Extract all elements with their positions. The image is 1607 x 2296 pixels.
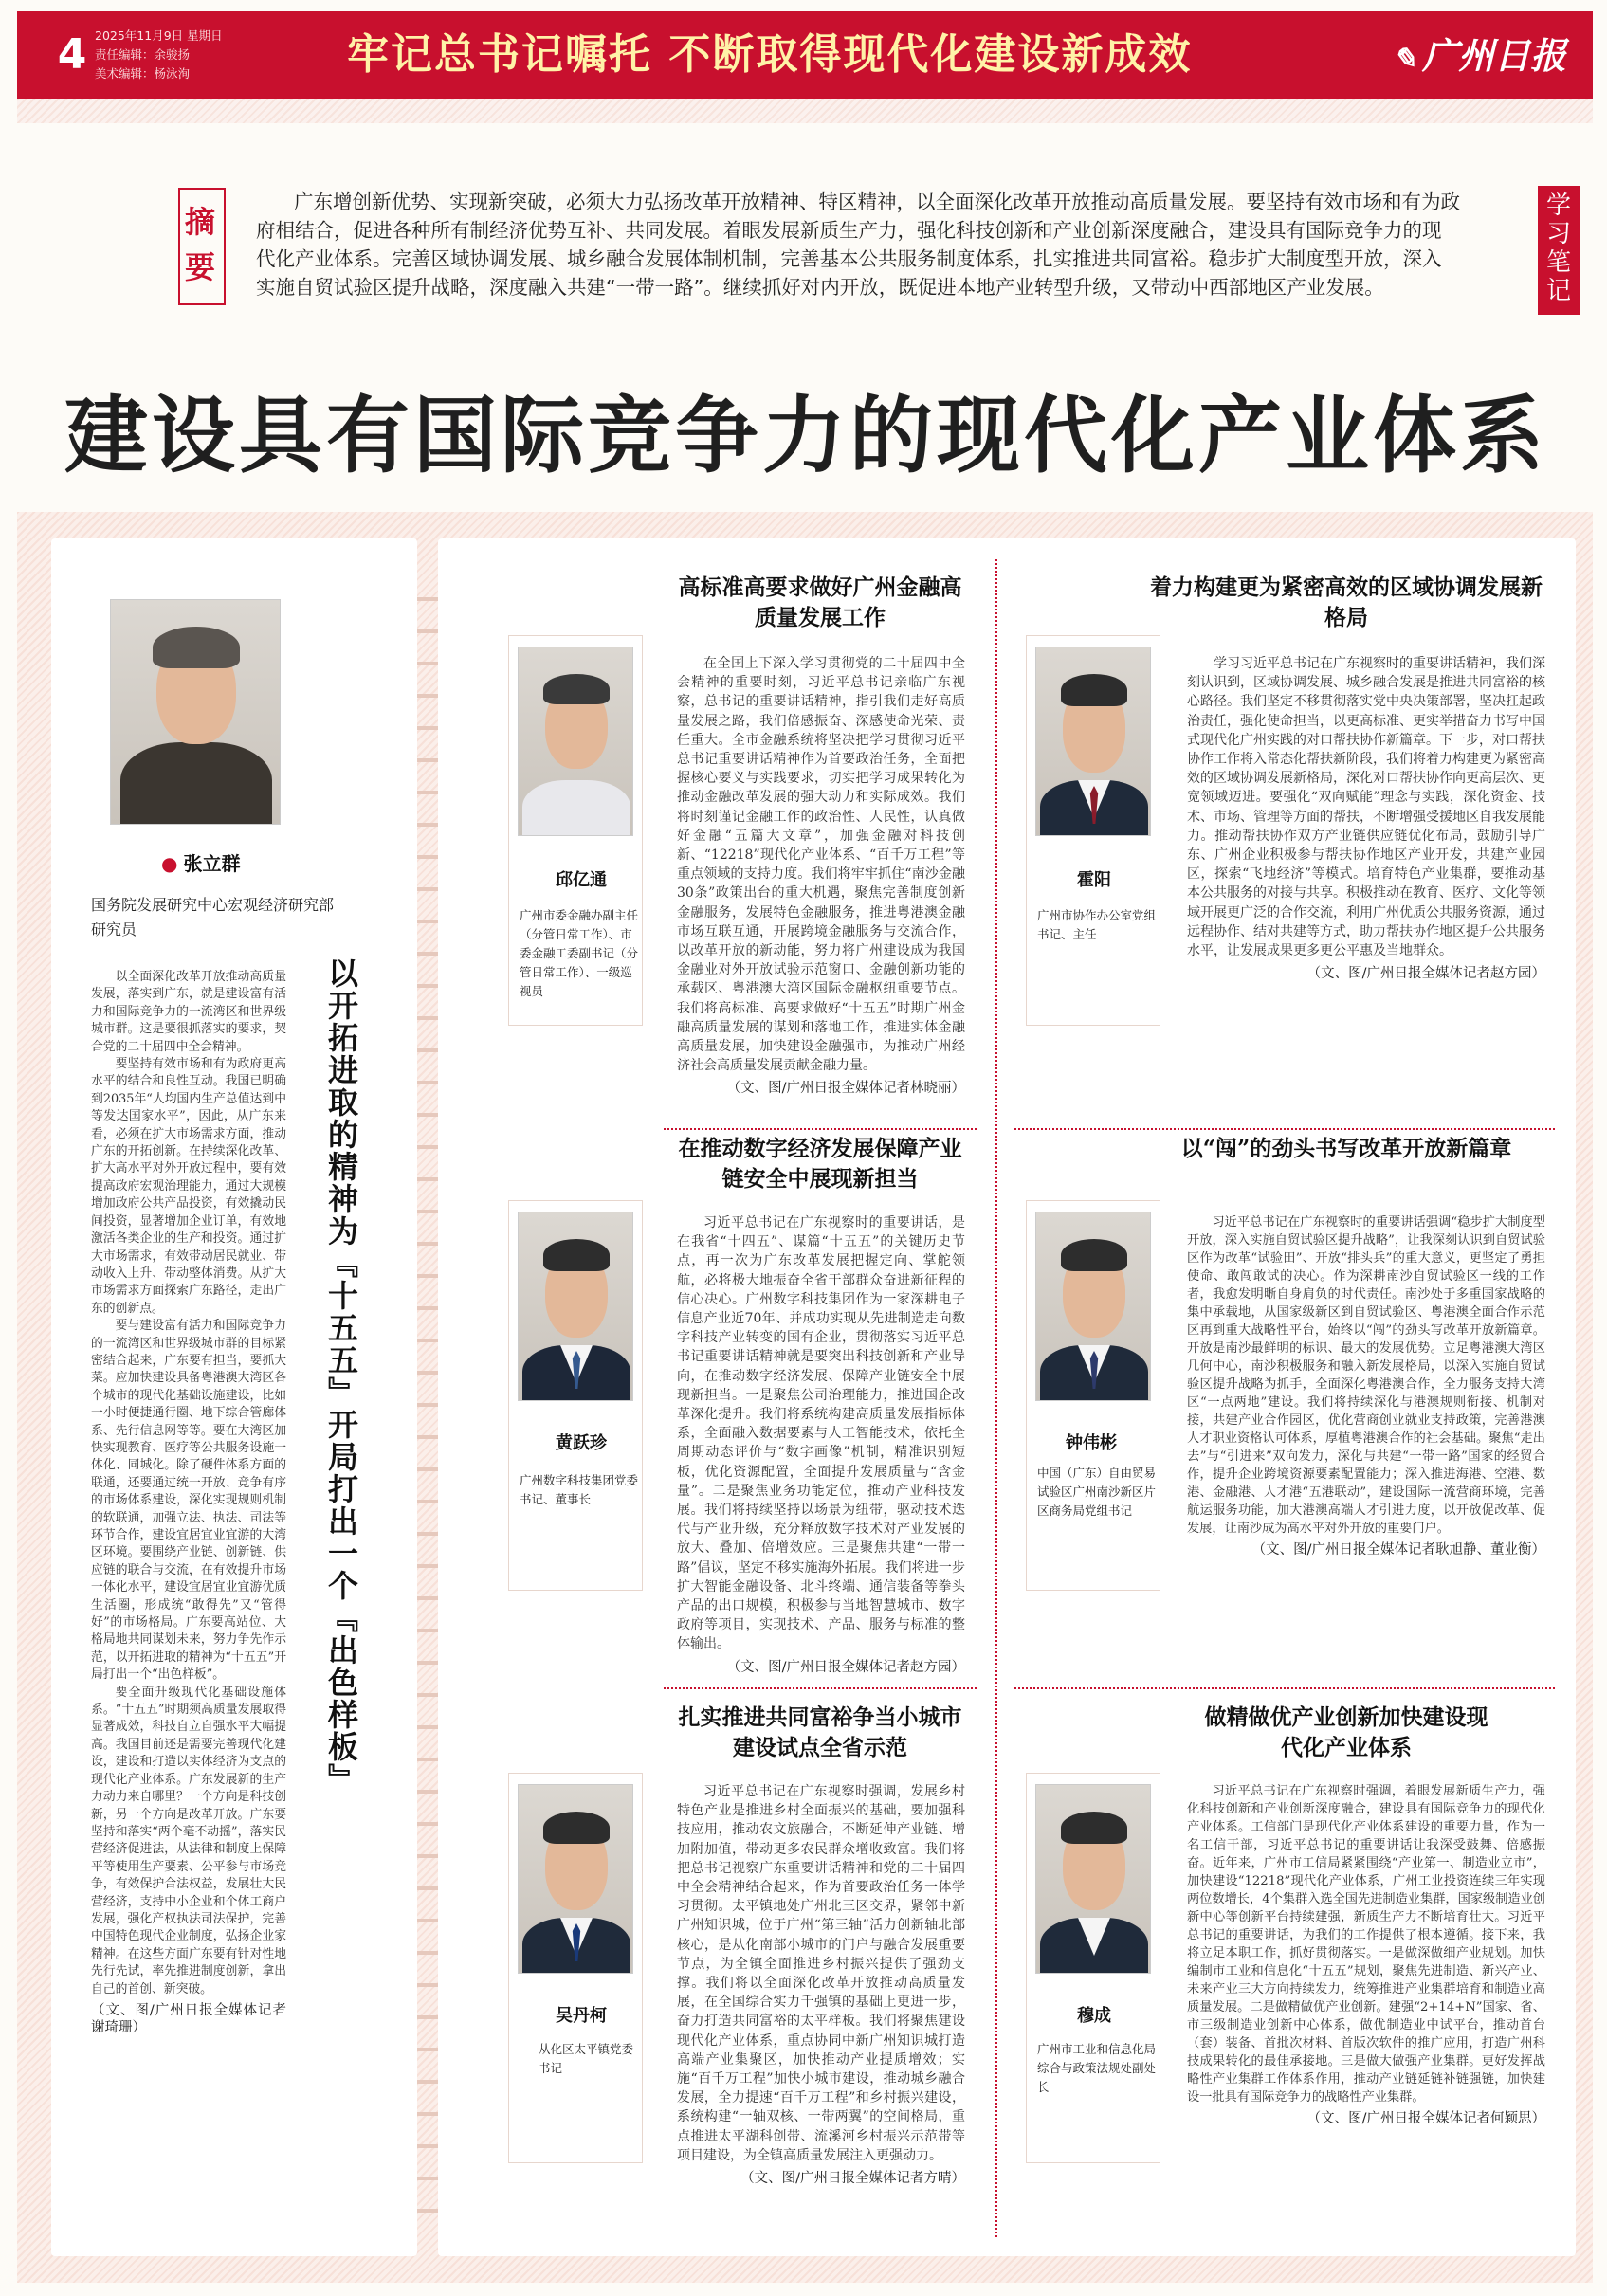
bullet-icon: ● <box>161 852 178 875</box>
paragraph: 习近平总书记在广东视察时强调，着眼发展新质生产力，强化科技创新和产业创新深度融合，建设具有国际竞争力的现代化产业体系。工信部门是现代化产业体系建设的重要力量，作为一名工信干部，习近平总书记的重要讲话让我深受鼓舞、倍感振奋。近年来，广州市工信局紧紧围绕“产业第一、制造业立市”，加快建设“12218”现代化产业体系，广州工业投资连续三年实现两位数增长，4个集群入选全国先进制造业集群，国家级制造业创新中心等创新平台持续建强，新质生产力不断培育壮大。习近平总书记的重要讲话，为我们的工作提供了根本遵循。接下来，我将立足本职工作，抓好贯彻落实。一是做深做细产业规划。加快编制市工业和信息化“十五五”规划，聚焦先进制造、新兴产业、未来产业三大方向持续发力，统筹推进产业集群培育和制造业高质量发展。二是做精做优产业创新。建强“2+14+N”国家、省、市三级制造业创新中心体系，做优制造业中试平台，推动首台（套）装备、首批次材料、首版次软件的推广应用，打造广州科技成果转化的最佳承接地。三是做大做强产业集群。更好发挥战略性产业集群工作体系作用，推动产业链延链补链强链，加快建设一批具有国际竞争力的战略性产业集群。 <box>1187 1784 1545 2105</box>
article-credit: （文、图/广州日报全媒体记者林晓丽） <box>726 1081 965 1097</box>
article-credit: （文、图/广州日报全媒体记者赵方园） <box>726 1659 965 1675</box>
lead-author-name-text: 张立群 <box>183 852 241 875</box>
profile-name: 邱亿通 <box>556 870 607 890</box>
article-body <box>677 1782 965 2256</box>
logo-swirl-icon: ✎ <box>1392 43 1416 76</box>
profile-role: 中国（广东）自由贸易试验区广州南沙新区片区商务局党组书记 <box>1037 1466 1157 1518</box>
article-body <box>677 1213 965 1678</box>
lead-author-title: 国务院发展研究中心宏观经济研究部研究员 <box>91 896 335 938</box>
profile-role: 广州市工业和信息化局综合与政策法规处副处长 <box>1037 2042 1157 2094</box>
article-title: 扎实推进共同富裕争当小城市建设试点全省示范 <box>678 1704 962 1760</box>
author-portrait <box>110 599 281 825</box>
lead-author-name <box>161 848 240 876</box>
paragraph: 学习习近平总书记在广东视察时的重要讲话精神，我们深刻认识到，区域协调发展、城乡融合发展是推进共同富裕的核心路径。我们坚定不移贯彻落实党中央决策部署，坚决扛起政治责任，强化使命担当，以更高标准、更实举措奋力书写中国式现代化广州实践的对口帮扶协作新篇章。下一步，对口帮扶协作工作将入常态化帮扶新阶段，我们将着力构建更为紧密高效的区域协调发展新格局，深化对口帮扶协作向更高层次、更宽领域迈进。要强化“双向赋能”理念与实践，深化资金、技术、市场、管理等方面的帮扶，不断增强受援地区自我发展能力。推动帮扶协作双方产业链供应链优化布局，鼓励引导广东、广州企业积极参与帮扶协作地区产业开发，共建产业园区，探索“飞地经济”等模式。培育特色产业集群，要推动基本公共服务的对接与共享。积极推动在教育、医疗、文化等领域开展更广泛的合作交流，利用广州优质公共服务资源，通过远程协作、结对共建等方式，助力帮扶协作地区提升公共服务水平，让发展成果更多更公平惠及当地群众。 <box>1187 656 1545 959</box>
abstract-tag: 摘要 <box>178 188 226 305</box>
article-credit: （文、图/广州日报全媒体记者何颖思） <box>1306 2111 1545 2126</box>
profile-name: 穆成 <box>1077 2006 1111 2026</box>
paragraph: 以全面深化改革开放推动高质量发展，落实到广东，就是建设富有活力和国际竞争力的一流湾区和世界级城市群。这是要很抓落实的要求，契合党的二十届四中全会精神。 <box>91 970 286 1054</box>
article-body <box>1187 654 1545 1109</box>
paragraph: 在全国上下深入学习贯彻党的二十届四中全会精神的重要时刻，习近平总书记亲临广东视察，总书记的重要讲话精神，指引我们走好高质量发展之路，我们倍感振奋、深感使命光荣、责任重大。全市金融系统将坚决把学习贯彻习近平总书记重要讲话精神作为首要政治任务，全面把握核心要义与实践要求，切实把学习成果转化为推动金融改革发展的强大动力和实际成效。我们将时刻谨记金融工作的政治性、人民性，认真做好金融“五篇大文章”，加强金融对科技创新、“12218”现代化产业体系、“百千万工程”等重点领域的支持力度。我们将牢牢抓住“南沙金融30条”政策出台的重大机遇，聚焦完善制度创新金融服务，发展特色金融服务，推进粤港澳金融市场互联互通，开展跨境金融服务与交流合作，以改革开放的新动能，努力将广州建设成为我国金融业对外开放试验示范窗口、金融创新功能的承载区、粤港澳大湾区国际金融枢纽重要节点。我们将高标准、高要求做好“十五五”时期广州金融高质量发展的谋划和落地工作，推进实体金融高质量发展，加快建设金融强市，为推动广州经济社会高质量发展贡献金融力量。 <box>677 656 965 1074</box>
article-title: 做精做优产业创新加快建设现代化产业体系 <box>1204 1704 1488 1760</box>
article-title: 以“闯”的劲头书写改革开放新篇章 <box>1180 1136 1512 1161</box>
decorative-band <box>17 99 1593 123</box>
section-separator <box>1014 1128 1555 1130</box>
profile-role: 广州市委金融办副主任（分管日常工作）、市委金融工委副书记（分管日常工作）、一级巡视员 <box>520 908 639 998</box>
section-separator <box>664 1687 977 1689</box>
lead-article-title: 以开拓进取的精神为『十五五』开局打出一个『出色样板』 <box>323 957 359 1795</box>
article-body <box>677 654 965 1109</box>
paragraph: 要与建设富有活力和国际竞争力的一流湾区和世界级城市群的目标紧密结合起来，广东要有担当，要抓大菜。应加快建设具备粤港澳大湾区各个城市的现代化基础设施建设，比如一小时便捷通行圈、地下综合管廊体系、先行信息网等等。要在大湾区加快实现教育、医疗等公共服务设施一体化、同城化。除了硬件体系方面的联通，还要通过统一开放、竞争有序的市场体系建设，深化实现规则机制的软联通，加强立法、执法、司法等环节合作，建设宜居宜业宜游的大湾区环境。要围绕产业链、创新链、供应链的联合与交流，在有效提升市场一体化水平，建设宜居宜业宜游优质生活圈，形成统“敢得先”又“管得好”的市场格局。广东要高站位、大格局地共同谋划未来，努力争先作示范，以开拓进取的精神为“十五五”开局打出一个“出色样板”。 <box>91 1319 286 1683</box>
profile-photo <box>1035 1784 1151 1974</box>
page-number: 4 <box>57 30 87 79</box>
section-separator <box>664 1128 977 1130</box>
notebook-spine <box>417 569 438 2237</box>
article-body <box>1187 1213 1545 1678</box>
article-credit: （文、图/广州日报全媒体记者方晴） <box>740 2171 965 2187</box>
profile-photo <box>518 647 633 836</box>
profile-name: 钟伟彬 <box>1066 1433 1117 1453</box>
profile-photo <box>518 1784 633 1974</box>
paragraph: 习近平总书记在广东视察时强调，发展乡村特色产业是推进乡村全面振兴的基础，要加强科技应用，推动农文旅融合，不断延伸产业链、增加附加值，带动更多农民群众增收致富。我们将把总书记视察广东重要讲话精神和党的二十届四中全会精神结合起来，作为首要政治任务一体学习贯彻。太平镇地处广州北三区交界，紧邻中新广州知识城，位于广州“第三轴”活力创新轴北部核心，是从化南部小城市的门户与融合发展重要节点，为全镇全面推进乡村振兴提供了强劲支撑。我们将以全面深化改革开放推动高质量发展，在全国综合实力千强镇的基础上更进一步，奋力打造共同富裕的太平样板。我们将聚焦建设现代化产业体系，重点协同中新广州知识城打造高端产业集聚区，加快推动产业提质增效；实施“百千万工程”加快小城市建设，推动城乡融合发展，全力提速“百千万工程”和乡村振兴建设，系统构建“一轴双核、一带两翼”的空间格局，重点推进太平湖科创带、流溪河乡村振兴示范带等项目建设，为全镇高质量发展注入更强动力。 <box>677 1784 965 2163</box>
article-credit: （文、图/广州日报全媒体记者赵方园） <box>1306 966 1545 982</box>
responsible-editor: 责任编辑：余骏扬 <box>95 47 191 62</box>
paragraph: 要全面升级现代化基础设施体系。“十五五”时期须高质量发展取得显著成效，科技自立自强水平大幅提高。我国目前还是需要完善现代化建设，建设和打造以实体经济为支点的现代化产业体系。广东发展新的生产力动力来自哪里？一个方向是科技创新，另一个方向是改革开放。广东要坚持和落实“两个毫不动摇”，落实民营经济促进法，从法律和制度上保障平等使用生产要素、公平参与市场竞争，有效保护合法权益，发展壮大民营经济，支持中小企业和个体工商户发展，强化产权执法司法保护，完善中国特色现代企业制度，弘扬企业家精神。在这些方面广东要有针对性地先行先试，率先推进制度创新，拿出自己的首创、新突破。 <box>91 1685 286 1996</box>
profile-name: 黄跃珍 <box>556 1433 607 1453</box>
study-notes-tag: 学习笔记 <box>1538 186 1580 315</box>
lead-article-body <box>91 969 286 2249</box>
profile-name: 霍阳 <box>1077 870 1111 890</box>
profile-role: 广州数字科技集团党委书记、董事长 <box>520 1473 639 1506</box>
abstract-text: 广东增创新优势、实现新突破，必须大力弘扬改革开放精神、特区精神，以全面深化改革开放推动高质量发展。要坚持有效市场和有为政府相结合，促进各种所有制经济优势互补、共同发展。着眼发展新质生产力，强化科技创新和产业创新深度融合，建设具有国际竞争力的现代化产业体系。完善区域协调发展、城乡融合发展体制机制，完善基本公共服务制度体系，扎实推进共同富裕。稳步扩大制度型开放，深入实施自贸试验区提升战略，深度融入共建“一带一路”。继续抓好对内开放，既促进本地产业转型升级，又带动中西部地区产业发展。 <box>256 191 1460 299</box>
article-credit: （文、图/广州日报全媒体记者谢琦珊） <box>91 2002 286 2036</box>
article-body <box>1187 1782 1545 2256</box>
logo-text: 广州日报 <box>1421 34 1566 77</box>
paragraph: 习近平总书记在广东视察时的重要讲话强调“稳步扩大制度型开放，深入实施自贸试验区提升战略”，让我深刻认识到自贸试验区作为改革“试验田”、开放“排头兵”的重大意义，更坚定了勇担使命、敢闯敢试的决心。作为深耕南沙自贸试验区一线的工作者，我愈发明晰自身肩负的时代责任。南沙处于多重国家战略的集中承载地，从国家级新区到自贸试验区、粤港澳全面合作示范区再到重大战略性平台，始终以“闯”的劲头写改革开放新篇章。开放是南沙最鲜明的标识、最大的发展优势。立足粤港澳大湾区几何中心，南沙积极服务和融入新发展格局，以深入实施自贸试验区提升战略为抓手，全面深化粤港澳合作，全力服务支持大湾区“一点两地”建设。我们将持续深化与港澳规则衔接、机制对接，共建产业合作园区，优化营商创业就业支持政策，完善港澳人才职业资格认可体系，厚植粤港澳合作的社会基础。聚焦“走出去”与“引进来”双向发力，深化与共建“一带一路”国家的经贸合作，提升企业跨境资源要素配置能力；深入推进海港、空港、数港、金融港、人才港“五港联动”，建设国际一流营商环境，完善航运服务功能，加大港澳高端人才引进力度，以开放促改革、促发展，让南沙成为高水平对外开放的重要门户。 <box>1187 1215 1545 1536</box>
page-headline: 牢记总书记嘱托 不断取得现代化建设新成效 <box>347 30 1193 79</box>
issue-date: 2025年11月9日 星期日 <box>95 28 223 43</box>
profile-photo <box>1035 1212 1151 1401</box>
article-credit: （文、图/广州日报全媒体记者耿旭静、董业衡） <box>1251 1542 1545 1558</box>
article-title: 在推动数字经济发展保障产业链安全中展现新担当 <box>678 1136 962 1192</box>
issue-info <box>95 27 223 83</box>
article-title: 着力构建更为紧密高效的区域协调发展新格局 <box>1150 574 1543 630</box>
paragraph: 要坚持有效市场和有为政府更高水平的结合和良性互动。我国已明确到2035年“人均国内生产总值达到中等发达国家水平”，因此，从广东来看，必须在扩大市场需求方面，推动广东的开拓创新。在持续深化改革、扩大高水平对外开放过程中，要有效提高政府宏观治理能力，通过大规模增加政府公共产品投资，有效撬动民间投资，显著增加企业订单，有效地激活各类企业的生产和投资。通过扩大市场需求，有效带动居民就业、带动收入上升、带动整体消费。从扩大市场需求方面探索广东路径，走出广东的创新点。 <box>91 1057 286 1316</box>
profile-role: 从化区太平镇党委书记 <box>539 2042 634 2075</box>
art-editor: 美术编辑：杨泳洵 <box>95 66 191 81</box>
article-title: 高标准高要求做好广州金融高质量发展工作 <box>678 574 962 630</box>
paragraph: 习近平总书记在广东视察时的重要讲话，是在我省“十四五”、谋篇“十五五”的关键历史节点，再一次为广东改革发展把握定向、掌舵领航，必将极大地振奋全省干部群众奋进新征程的信心决心。广州数字科技集团作为一家深耕电子信息产业近70年、并成功实现从先进制造走向数字科技产业转变的国有企业，贯彻落实习近平总书记重要讲话精神就是要突出科技创新和产业导向，在推动数字经济发展、保障产业链安全中展现新担当。一是聚焦公司治理能力，推进国企改革深化提升。我们将系统构建高质量发展指标体系，全面融入数据要素与人工智能技术，依托全周期动态评价与“数字画像”机制，精准识别短板，优化资源配置，全面提升发展质量与“含金量”。二是聚焦业务功能定位，推动产业科技发展。我们将持续坚持以场景为纽带，驱动技术迭代与产业升级，充分释放数字技术对产业发展的放大、叠加、倍增效应。三是聚焦共建“一带一路”倡议，坚定不移实施海外拓展。我们将进一步扩大智能金融设备、北斗终端、通信装备等拳头产品的出口规模，积极参与当地智慧城市、数字政府等项目，实现技术、产品、服务与标准的整体输出。 <box>677 1215 965 1652</box>
masthead-banner <box>17 11 1593 99</box>
profile-photo <box>1035 647 1151 836</box>
profile-role: 广州市协作办公室党组书记、主任 <box>1037 908 1157 941</box>
section-separator <box>1014 1687 1555 1689</box>
profile-name: 吴丹柯 <box>556 2006 607 2026</box>
newspaper-logo <box>1393 30 1566 85</box>
column-divider <box>995 559 997 2237</box>
profile-photo <box>518 1212 633 1401</box>
main-title: 建设具有国际竞争力的现代化产业体系 <box>64 386 1547 484</box>
